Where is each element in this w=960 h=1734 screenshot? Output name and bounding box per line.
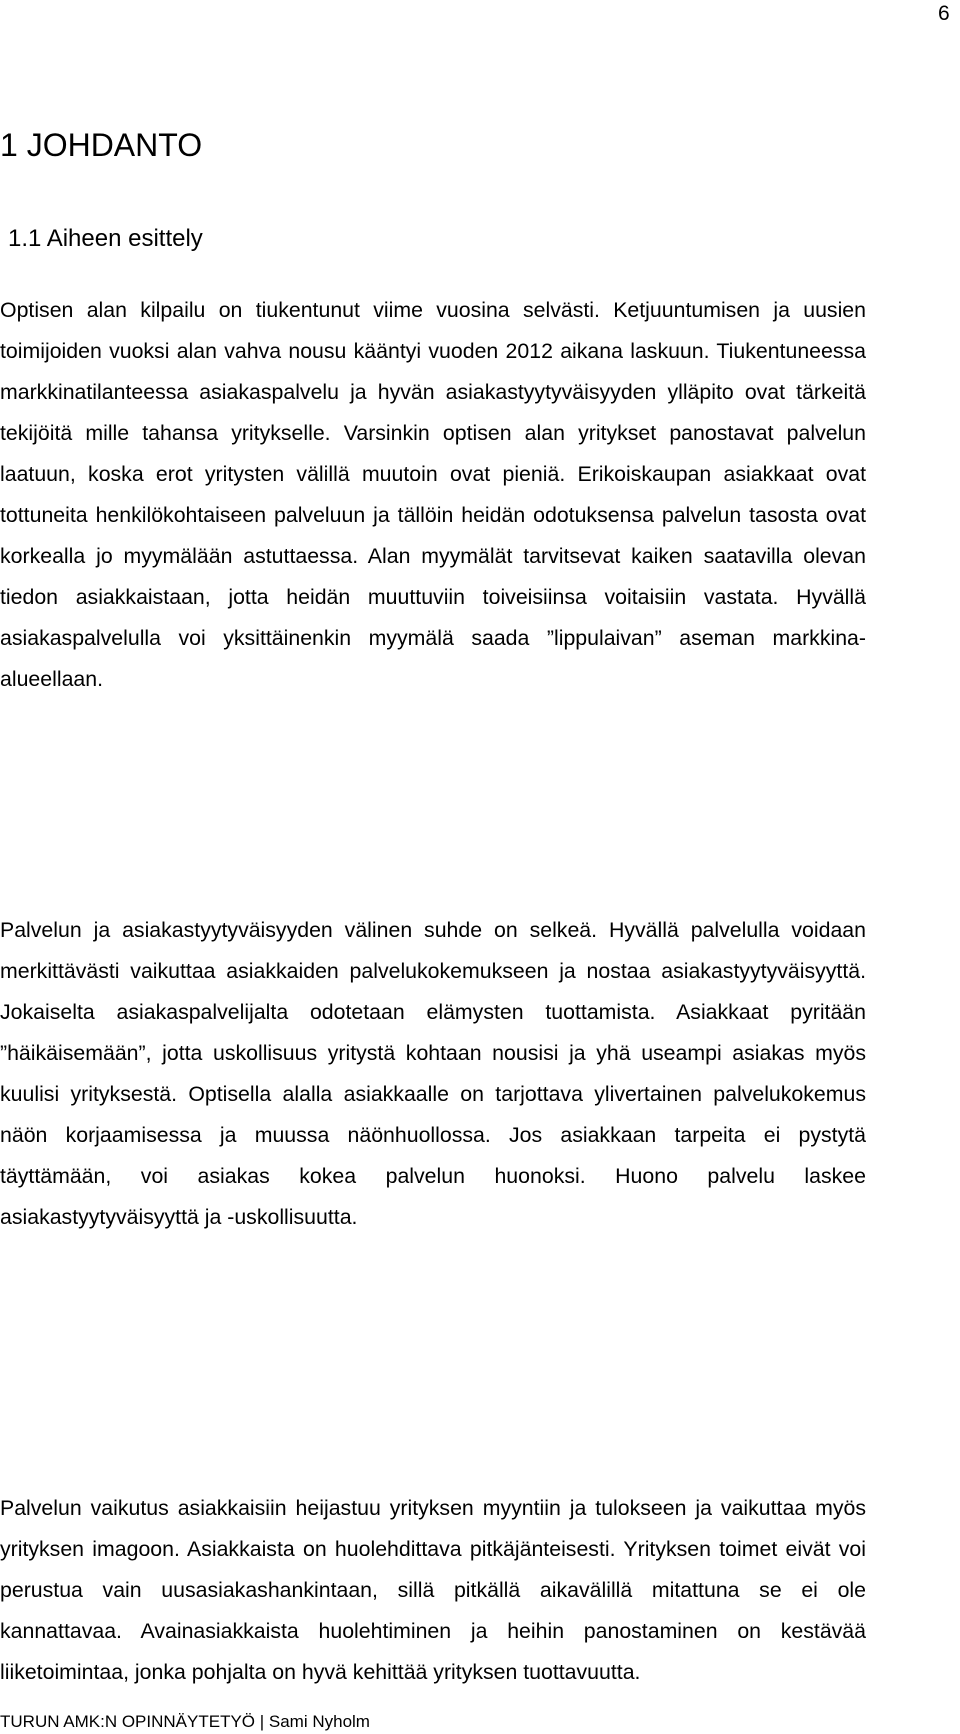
body-paragraph-intro: Optisen alan kilpailu on tiukentunut viime vuosina selvästi. Ketjuuntumisen ja uusien toimijoiden vuoksi alan vahva nousu kääntyi vuoden 2012 aikana laskuun. Tiukentuneessa markkinatilanteessa asiakaspalvelu ja hyvän asiakastyytyväisyyden ylläpito ovat tärkeitä tekijöitä mille tahansa yritykselle. Varsinkin optisen alan yritykset panostavat palvelun laatuun, koska erot yritysten välillä muutoin ovat pieniä. Erikoiskaupan asiakkaat ovat tottuneita henkilökohtaiseen palveluun ja tällöin heidän odotuksensa palvelun tasosta ovat korkealla jo myymälään astuttaessa. Alan myymälät tarvitsevat kaiken saatavilla olevan tiedon asiakkaistaan, jotta heidän muuttuviin toiveisiinsa voitaisiin vastata. Hyvällä asiakaspalvelulla voi yksittäinenkin myymälä saada ”lippulaivan” aseman markkina-alueellaan.: [0, 298, 866, 691]
body-paragraph-service-impact: Palvelun vaikutus asiakkaisiin heijastuu yrityksen myyntiin ja tulokseen ja vaikuttaa myös yrityksen imagoon. Asiakkaista on huolehdittava pitkäjänteisesti. Yrityksen toimet eivät voi perustua vain uusasiakashankintaan, sillä pitkällä aikavälillä mitattuna se ei ole kannattavaa. Avainasiakkaista huolehtiminen ja heihin panostaminen on kestävää liiketoimintaa, jonka pohjalta on hyvä kehittää yrityksen tuottavuutta.: [0, 1496, 866, 1684]
body-paragraph-service-satisfaction: Palvelun ja asiakastyytyväisyyden välinen suhde on selkeä. Hyvällä palvelulla voidaan merkittävästi vaikuttaa asiakkaiden palvelukokemukseen ja nostaa asiakastyytyväisyyttä. Jokaiselta asiakaspalvelijalta odotetaan elämysten tuottamista. Asiakkaat pyritään ”häikäisemään”, jotta uskollisuus yritystä kohtaan nousisi ja yhä useampi asiakas myös kuulisi yrityksestä. Optisella alalla asiakkaalle on tarjottava ylivertainen palvelukokemus näön korjaamisessa ja muussa näönhuollossa. Jos asiakkaan tarpeita ei pystytä täyttämään, voi asiakas kokea palvelun huonoksi. Huono palvelu laskee asiakastyytyväisyyttä ja -uskollisuutta.: [0, 918, 866, 1229]
section-heading: 1.1 Aiheen esittely: [8, 225, 203, 252]
page-number: 6: [938, 2, 950, 25]
page-footer: TURUN AMK:N OPINNÄYTETYÖ | Sami Nyholm: [0, 1712, 370, 1731]
chapter-heading: 1 JOHDANTO: [0, 127, 203, 163]
